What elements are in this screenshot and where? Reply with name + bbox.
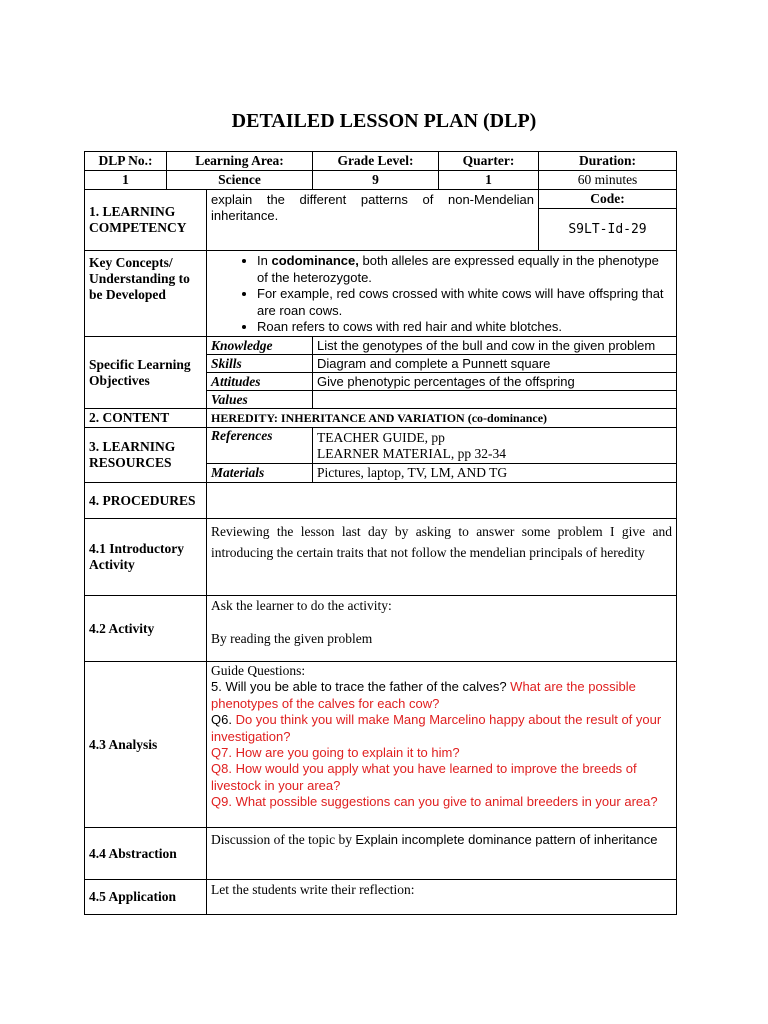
guide-question: Q7. How are you going to explain it to him? — [211, 745, 460, 761]
header-value-row — [85, 171, 677, 190]
abstraction-label: 4.4 Abstraction — [85, 828, 207, 880]
materials-label: Materials — [207, 464, 313, 483]
guide-questions-heading: Guide Questions: — [211, 663, 306, 678]
key-concepts-content — [207, 251, 677, 337]
analysis-row — [85, 662, 677, 828]
resources-label: 3. LEARNING RESOURCES — [85, 428, 207, 483]
key-concept-item — [257, 253, 672, 286]
procedures-label: 4. PROCEDURES — [85, 483, 207, 519]
key-concepts-label: Key Concepts/ Understanding to be Developed — [85, 251, 207, 337]
dlp-no-value: 1 — [85, 171, 167, 190]
application-text: Let the students write their reflection: — [207, 880, 677, 915]
objective-text: Give phenotypic percentages of the offspring — [313, 373, 677, 391]
objective-text — [313, 391, 677, 409]
key-concepts-list — [211, 253, 672, 336]
page-title: DETAILED LESSON PLAN (DLP) — [231, 110, 537, 132]
resources-row — [85, 428, 677, 464]
grade-level-label: Grade Level: — [313, 152, 439, 171]
key-concepts-row — [85, 251, 677, 337]
intro-row — [85, 519, 677, 596]
content-label: 2. CONTENT — [85, 409, 207, 428]
references-label: References — [207, 428, 313, 464]
content-text: HEREDITY: INHERITANCE AND VARIATION (co-dominance) — [207, 409, 677, 428]
objective-label: Attitudes — [207, 373, 313, 391]
dlp-no-label: DLP No.: — [85, 152, 167, 171]
analysis-text — [207, 662, 677, 828]
guide-question: Q6. Do you think you will make Mang Marcelino happy about the result of your investigation? — [211, 712, 662, 744]
objective-text: List the genotypes of the bull and cow in the given problem — [313, 337, 677, 355]
duration-label: Duration: — [539, 152, 677, 171]
abstraction-row — [85, 828, 677, 880]
duration-value: 60 minutes — [539, 171, 677, 190]
analysis-label: 4.3 Analysis — [85, 662, 207, 828]
activity-label: 4.2 Activity — [85, 596, 207, 662]
intro-text: Reviewing the lesson last day by asking to answer some problem I give and introducing the certain traits that not follow the mendelian principals of heredity — [207, 519, 677, 596]
learning-area-label: Learning Area: — [167, 152, 313, 171]
procedures-row — [85, 483, 677, 519]
key-concept-item: • Roan refers to cows with red hair and white blotches. — [257, 319, 672, 336]
competency-row — [85, 190, 677, 209]
code-value: S9LT-Id-29 — [539, 209, 677, 251]
header-label-row — [85, 152, 677, 171]
activity-line: Ask the learner to do the activity: — [211, 598, 392, 613]
application-row — [85, 880, 677, 915]
lesson-plan-table — [84, 151, 677, 915]
activity-text — [207, 596, 677, 662]
competency-label: 1. LEARNING COMPETENCY — [85, 190, 207, 251]
objectives-label: Specific Learning Objectives — [85, 337, 207, 409]
guide-question: Q8. How would you apply what you have learned to improve the breeds of livestock in your area? — [211, 761, 637, 793]
key-concept-bold: codominance, — [271, 253, 359, 268]
objective-label: Values — [207, 391, 313, 409]
content-row — [85, 409, 677, 428]
quarter-label: Quarter: — [439, 152, 539, 171]
references-text — [313, 428, 677, 464]
objective-label: Knowledge — [207, 337, 313, 355]
competency-text: explain the different patterns of non-Mendelian inheritance. — [207, 190, 539, 251]
application-label: 4.5 Application — [85, 880, 207, 915]
reference-item: LEARNER MATERIAL, pp 32-34 — [317, 445, 506, 461]
key-concept-item: • For example, red cows crossed with white cows will have offspring that are roan cows. — [257, 286, 672, 319]
intro-label: 4.1 Introductory Activity — [85, 519, 207, 596]
reference-item: TEACHER GUIDE, pp — [317, 429, 445, 445]
grade-level-value: 9 — [313, 171, 439, 190]
objective-text: Diagram and complete a Punnett square — [313, 355, 677, 373]
objective-label: Skills — [207, 355, 313, 373]
activity-row — [85, 596, 677, 662]
key-concept-text: both alleles are expressed equally in the phenotype of the heterozygote. — [257, 253, 659, 285]
quarter-value: 1 — [439, 171, 539, 190]
objective-row — [85, 337, 677, 355]
key-concept-text: In — [257, 253, 272, 268]
abstraction-text: Discussion of the topic by Explain incomplete dominance pattern of inheritance — [207, 828, 677, 880]
materials-text: Pictures, laptop, TV, LM, AND TG — [313, 464, 677, 483]
code-label: Code: — [539, 190, 677, 209]
guide-question: Q9. What possible suggestions can you give to animal breeders in your area? — [211, 794, 658, 810]
learning-area-value: Science — [167, 171, 313, 190]
guide-question: 5. Will you be able to trace the father of the calves? What are the possible phenotypes of the calves for each cow? — [211, 679, 636, 711]
activity-line: By reading the given problem — [211, 631, 373, 646]
